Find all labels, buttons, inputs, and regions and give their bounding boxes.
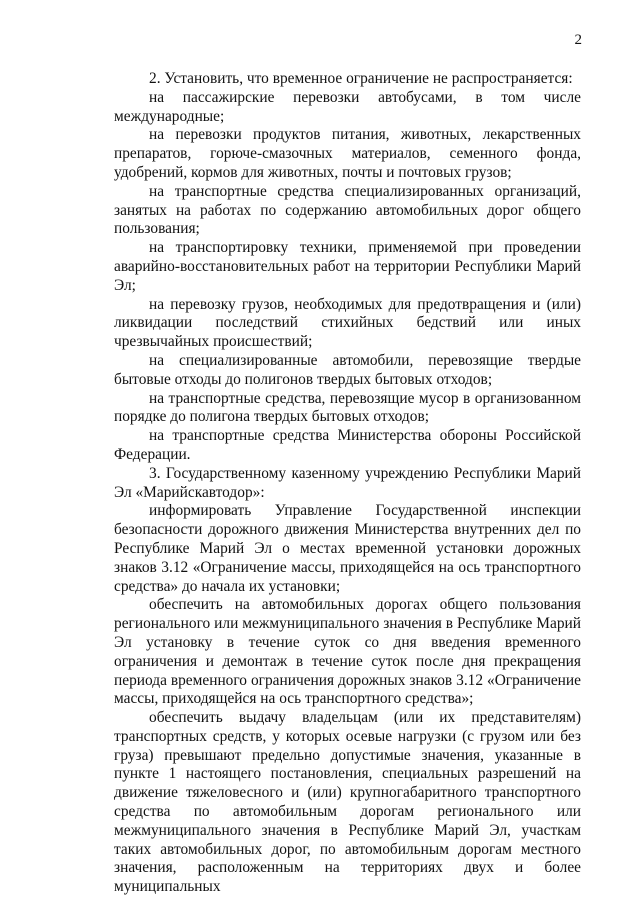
paragraph-food-and-goods: на перевозки продуктов питания, животных, лекарственных препаратов, горюче-смазочных материалов, семенного фонда, удобрений, кормов для животных, почты и почтовых грузов; <box>114 126 581 181</box>
page-number: 2 <box>574 32 582 48</box>
paragraph-inform-traffic-police: информировать Управление Государственной инспекции безопасности дорожного движения Министерства внутренних дел по Республике Марий Эл о местах временной установки дорожных знаков 3.12 «Ограничение массы, приходящейся на ось транспортного средства» до начала их установки; <box>114 502 581 595</box>
paragraph-sign-installation: обеспечить на автомобильных дорогах общего пользования регионального или межмуниципального значения в Республике Марий Эл установку в течение суток со дня введения временного ограничения и демонтаж в течение суток после дня прекращения периода временного ограничения дорожных знаков 3.12 «Ограничение массы, приходящейся на ось транспортного средства»; <box>114 596 581 708</box>
paragraph-waste-vehicles: на специализированные автомобили, перевозящие твердые бытовые отходы до полигонов твердых бытовых отходов; <box>114 351 581 388</box>
paragraph-emergency-equipment: на транспортировку техники, применяемой при проведении аварийно-восстановительных работ на территории Республики Марий Эл; <box>114 239 581 294</box>
document-body <box>114 70 581 897</box>
paragraph-special-permits: обеспечить выдачу владельцам (или их представителям) транспортных средств, у которых осевые нагрузки (с грузом или без груза) превышают предельно допустимые значения, указанные в пункте 1 настоящего постановления, специальных разрешений на движение тяжеловесного и (или) крупногабаритного транспортного средства по автомобильным дорогам регионального или межмуниципального значения в Республике Марий Эл, участкам таких автомобильных дорог, по автомобильным дорогам местного значения, расположенным на территориях двух и более муниципальных <box>114 709 581 896</box>
paragraph-defense-ministry-vehicles: на транспортные средства Министерства обороны Российской Федерации. <box>114 427 581 463</box>
paragraph-road-maintenance-vehicles: на транспортные средства специализированных организаций, занятых на работах по содержанию автомобильных дорог общего пользования; <box>114 182 581 238</box>
paragraph-item-3-heading: 3. Государственному казенному учреждению Республики Марий Эл «Марийскавтодор»: <box>114 464 581 501</box>
paragraph-garbage-transport: на транспортные средства, перевозящие мусор в организованном порядке до полигона твердых бытовых отходов; <box>114 389 581 426</box>
paragraph-passenger-buses: на пассажирские перевозки автобусами, в том числе международные; <box>114 88 581 125</box>
paragraph-item-2-heading: 2. Установить, что временное ограничение не распространяется: <box>149 70 573 87</box>
paragraph-disaster-relief-cargo: на перевозку грузов, необходимых для предотвращения и (или) ликвидации последствий стихийных бедствий или иных чрезвычайных происшествий; <box>114 295 581 351</box>
